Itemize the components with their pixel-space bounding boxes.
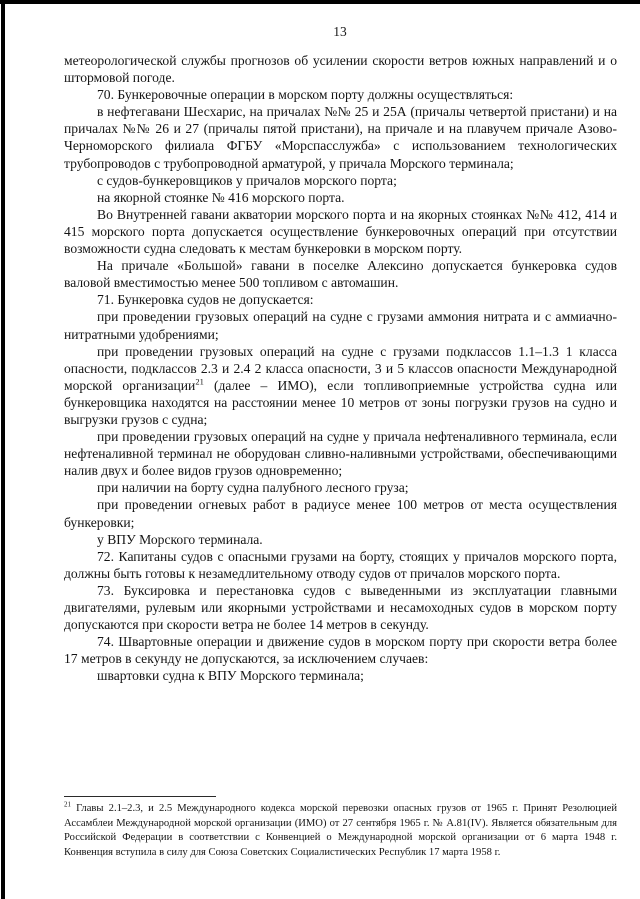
paragraph-71: 71. Бункеровка судов не допускается:: [97, 292, 314, 308]
paragraph-bolshoy-berth: На причале «Большой» гавани в поселке Алексино допускается бункеровка судов валовой вместимостью менее 500 топливом с автомашин.: [64, 258, 617, 291]
footnote-reference-21: 21: [195, 376, 204, 387]
list-item-vpu-terminal: у ВПУ Морского терминала.: [97, 531, 263, 547]
footnote-separator: [64, 796, 216, 797]
list-item-hazard-classes: [64, 343, 617, 428]
list-item-anchorage-416: на якорной стоянке № 416 морского порта.: [97, 189, 345, 205]
list-item-bunker-vessels: с судов-бункеровщиков у причалов морского порта;: [97, 172, 397, 188]
paragraph-70: 70. Бункеровочные операции в морском порту должны осуществляться:: [97, 87, 514, 103]
hazard-classes-text-before: при проведении грузовых операций на судне с грузами подклассов 1.1–1.3 1 класса опасности, подклассов 2.3 и 2.4 2 класса опасности, 3 и 5 классов опасности Международной морской организации: [64, 343, 617, 393]
list-item-hot-work: при проведении огневых работ в радиусе менее 100 метров от места осуществления бункеровки;: [64, 497, 617, 530]
list-item-mooring-vpu: швартовки судна к ВПУ Морского терминала;: [97, 668, 364, 684]
paragraph-continuation: метеорологической службы прогнозов об усилении скорости ветров южных направлений и о штормовой погоде.: [64, 53, 617, 86]
list-item-oil-harbor: в нефтегавани Шесхарис, на причалах №№ 25 и 25А (причалы четвертой пристани) и на причалах №№ 26 и 27 (причалы пятой пристани), на причале и на плавучем причале Азово-Черноморского филиала ФГБУ «Морспасслужба» с использованием технологических трубопроводов с трубопроводной арматурой, у причала Морского терминала;: [64, 104, 617, 171]
paragraph-72: 72. Капитаны судов с опасными грузами на борту, стоящих у причалов морского порта, должны быть готовы к незамедлительному отводу судов от причалов морского порта.: [64, 548, 617, 581]
footnote-section: [64, 796, 617, 860]
page-number: 13: [333, 24, 347, 39]
footnote-body: Главы 2.1–2.3, и 2.5 Международного кодекса морской перевозки опасных грузов от 1965 г. Принят Резолюцией Ассамблеи Международной морской организации (ИМО) от 27 сентября 1965 г. № А.81(IV). Является обязательным для Российской Федерации в соответствии с Конвенцией о Международной морской организации от 6 марта 1948 г. Конвенция вступила в силу для Союза Советских Социалистических Республик 17 марта 1958 г.: [64, 803, 617, 858]
footnote-marker-21: 21: [64, 800, 71, 809]
document-body: [64, 52, 617, 684]
footnote-text: [64, 802, 617, 860]
list-item-ammonium-nitrate: при проведении грузовых операций на судне с грузами аммония нитрата и с аммиачно-нитратными удобрениями;: [64, 309, 617, 342]
list-item-deck-timber-cargo: при наличии на борту судна палубного лесного груза;: [97, 480, 409, 496]
paragraph-inner-harbor: Во Внутренней гавани акватории морского порта и на якорных стоянках №№ 412, 414 и 415 морского порта допускается осуществление бункеровочных операций при отсутствии возможности судна следовать к местам бункеровки в морском порту.: [64, 206, 617, 257]
scan-artifact-top-bar: [0, 0, 640, 4]
paragraph-73: 73. Буксировка и перестановка судов с выведенными из эксплуатации главными двигателями, рулевым или якорными устройствами и несамоходных судов в морском порту допускаются при скорости ветра не более 14 метров в секунду.: [64, 582, 617, 633]
paragraph-74: 74. Швартовные операции и движение судов в морском порту при скорости ветра более 17 метров в секунду не допускаются, за исключением случаев:: [64, 634, 617, 667]
hazard-classes-text-after: (далее – ИМО), если топливоприемные устройства судна или бункеровщика находятся на расстоянии менее 10 метров от зоны погрузки грузов на судно и выгрузки грузов с судна;: [64, 377, 618, 427]
scan-artifact-left-bar: [1, 0, 5, 899]
list-item-oil-terminal: при проведении грузовых операций на судне у причала нефтеналивного терминала, если нефтеналивной терминал не оборудован сливно-наливными устройствами, обеспечивающими налив двух и более видов грузов одновременно;: [64, 429, 617, 479]
